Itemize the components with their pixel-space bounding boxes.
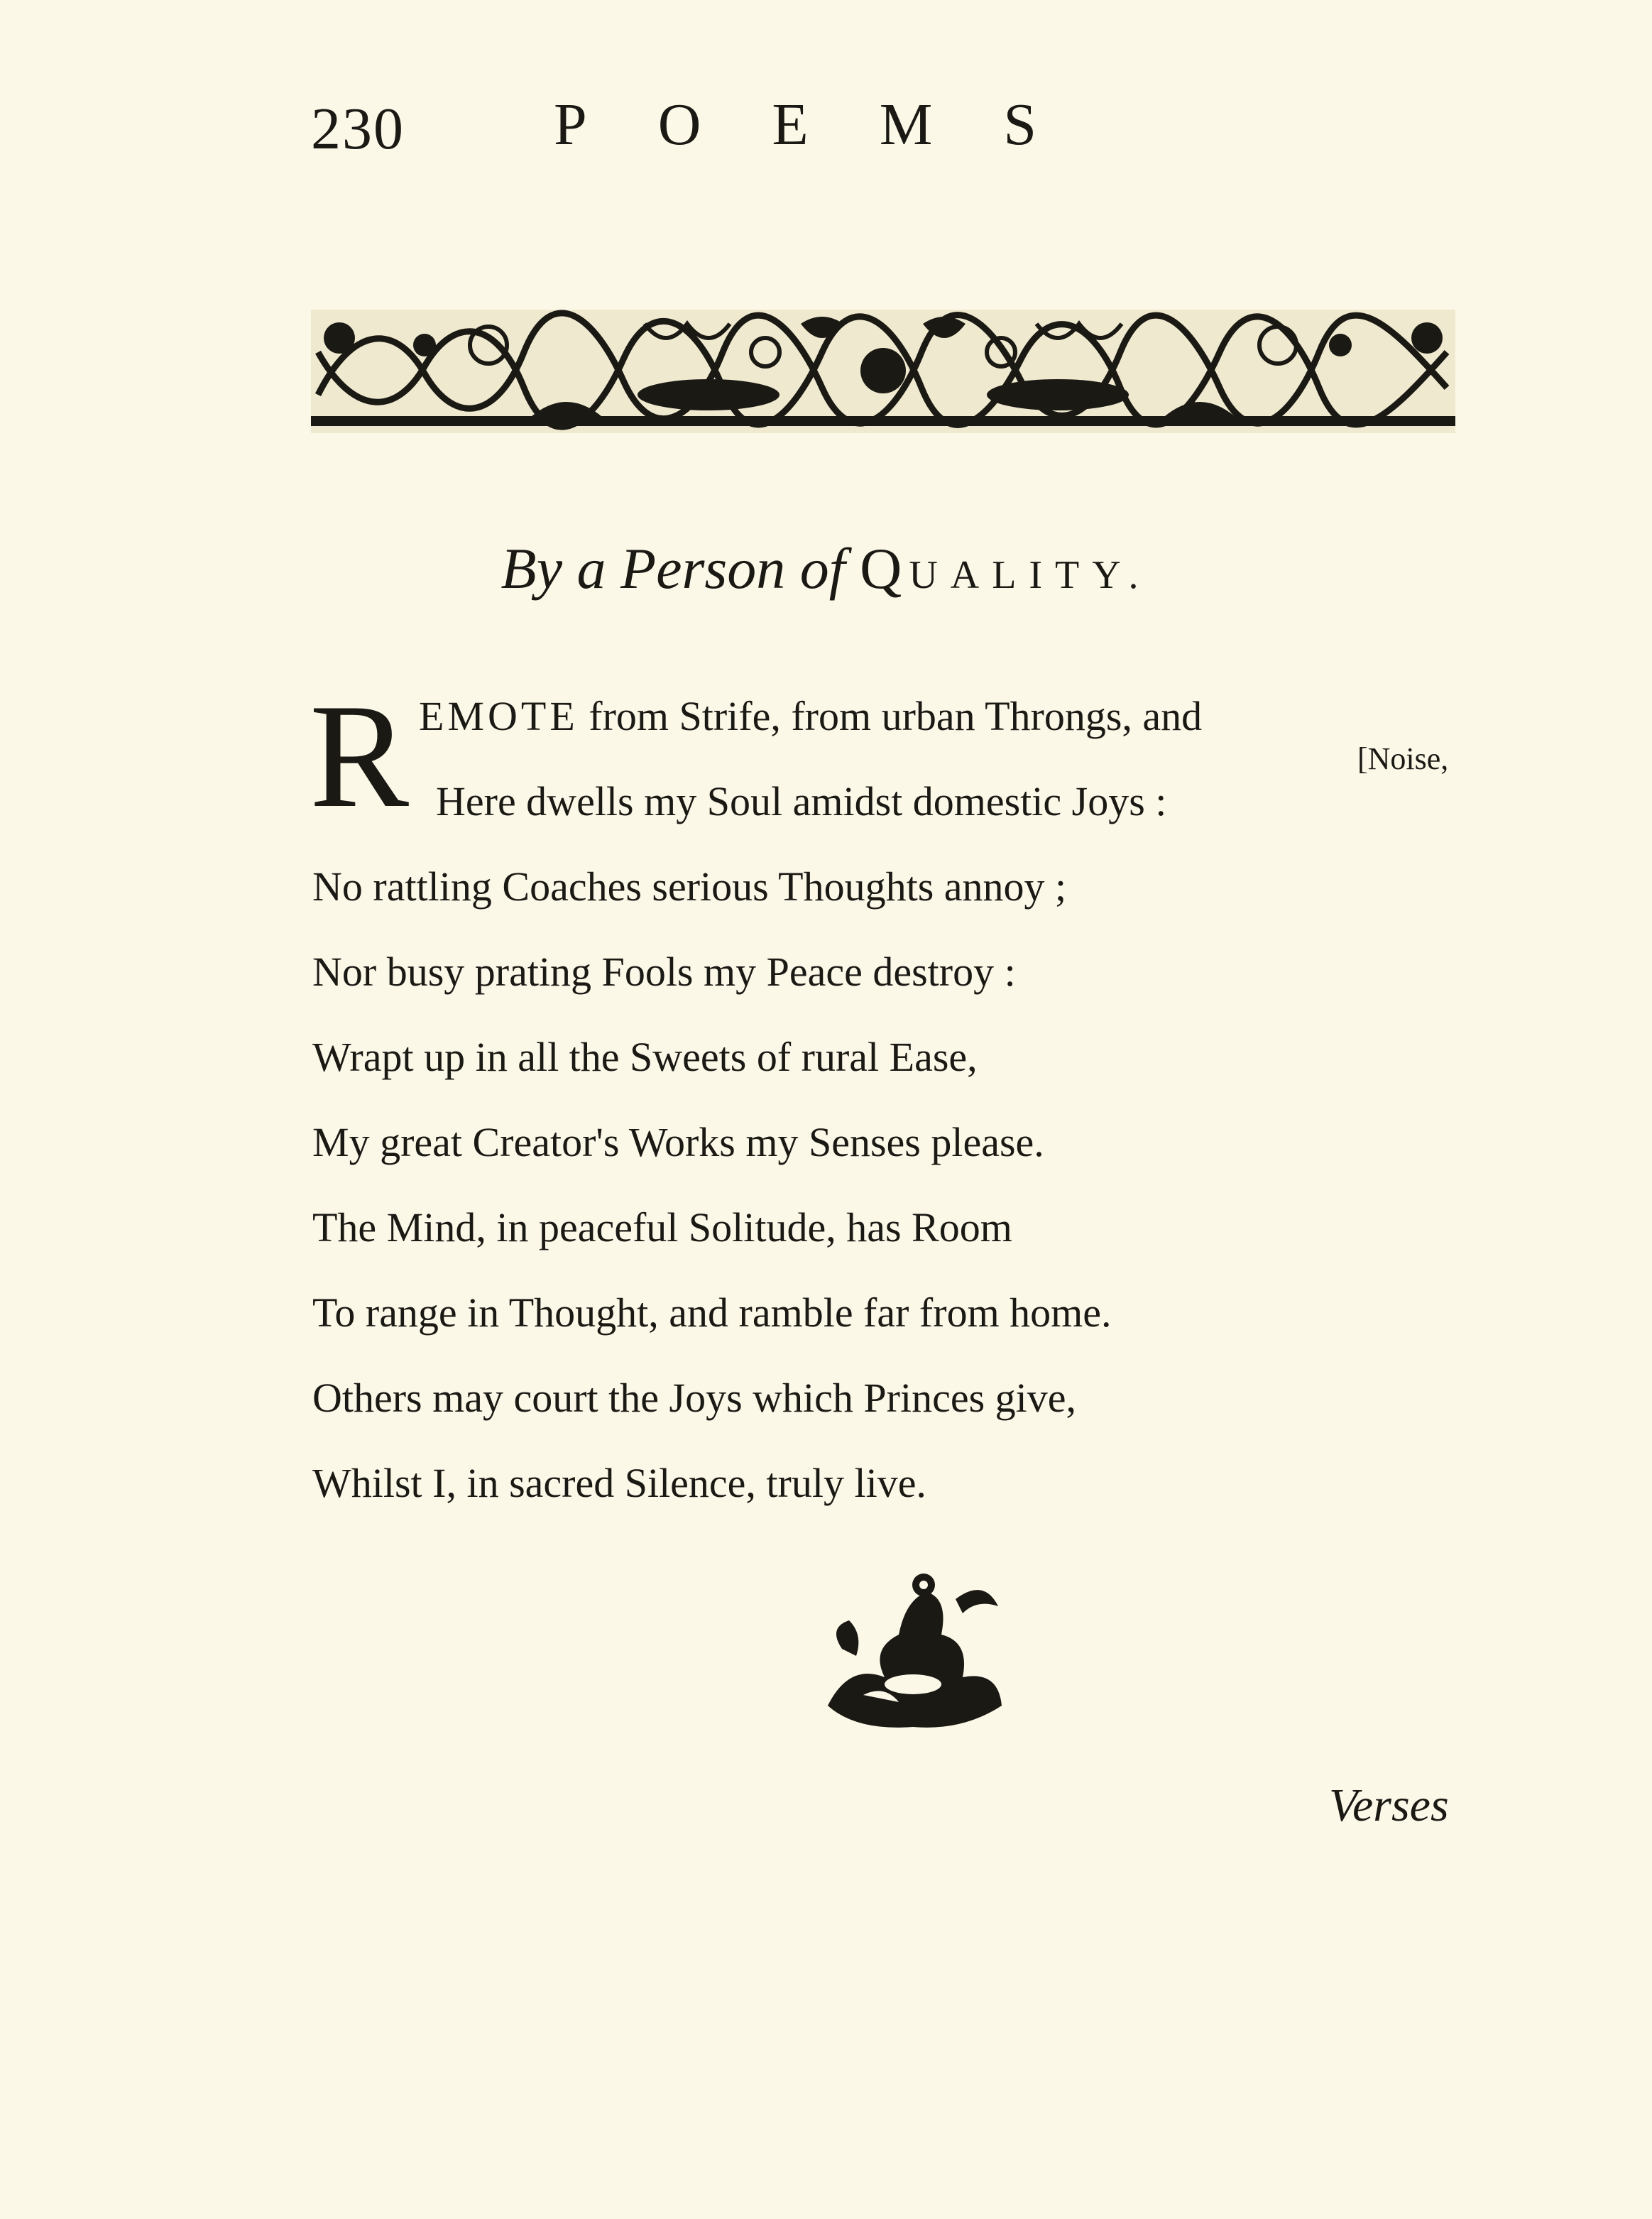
poem-line: To range in Thought, and ramble far from home. xyxy=(312,1290,1112,1336)
headpiece-ornament xyxy=(311,310,1455,433)
poem-line: Others may court the Joys which Princes give, xyxy=(312,1375,1077,1421)
turnover-word: [Noise, xyxy=(1357,741,1449,776)
title-caps-initial: Q xyxy=(860,536,909,601)
title-caps xyxy=(860,536,1151,601)
poem-title xyxy=(0,536,1652,601)
poem-second-line: Here dwells my Soul amidst domestic Joys : xyxy=(436,778,1167,824)
first-line-caps: EMOTE xyxy=(419,693,579,739)
poem-line: No rattling Coaches serious Thoughts annoy ; xyxy=(312,863,1067,910)
poem-first-line xyxy=(419,693,1203,739)
catchword: Verses xyxy=(1329,1779,1449,1831)
first-line-rest: from Strife, from urban Throngs, and xyxy=(578,693,1203,739)
tailpiece-ornament xyxy=(821,1571,1007,1731)
page-number: 230 xyxy=(311,96,405,162)
running-head: POEMS xyxy=(554,92,1108,158)
title-prefix: By a Person of xyxy=(500,536,846,601)
poem-line: My great Creator's Works my Senses please. xyxy=(312,1119,1044,1165)
poem-line: Nor busy prating Fools my Peace destroy : xyxy=(312,949,1016,995)
title-caps-rest: UALITY. xyxy=(909,553,1152,597)
poem-line: Wrapt up in all the Sweets of rural Ease, xyxy=(312,1034,978,1080)
poem-line: The Mind, in peaceful Solitude, has Room xyxy=(312,1204,1012,1250)
poem-line: Whilst I, in sacred Silence, truly live. xyxy=(312,1460,926,1506)
drop-cap: R xyxy=(310,674,410,839)
